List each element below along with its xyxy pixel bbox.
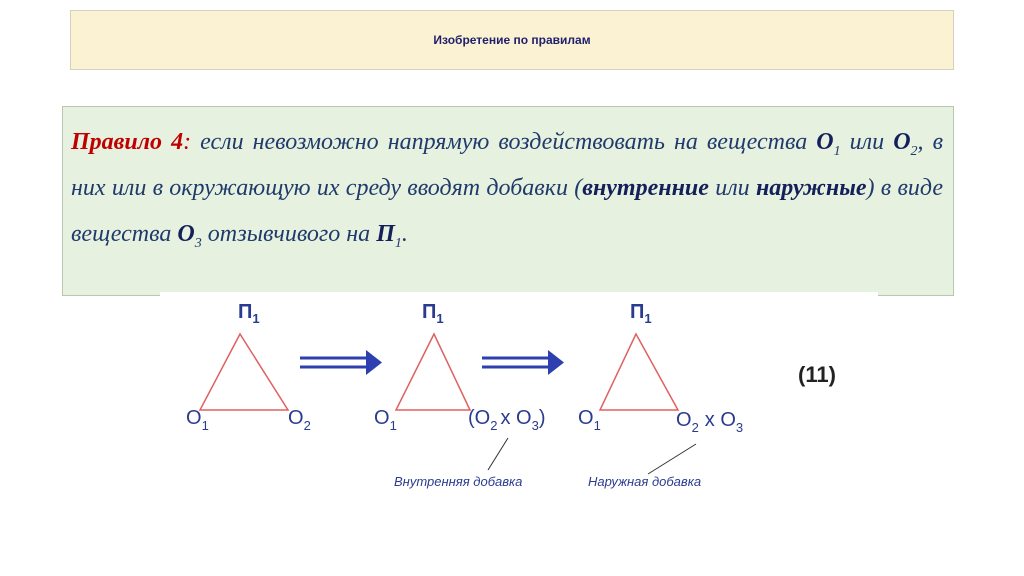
- arrow-1: [300, 350, 382, 375]
- stage2-right-label: ($O_2$ x $O_3$): [468, 407, 546, 433]
- triangle-1: [200, 334, 288, 410]
- pointer-inner: [488, 438, 508, 470]
- rule-text-part: ) в виде вещества: [71, 175, 943, 247]
- inner-word: внутренние: [582, 175, 709, 201]
- triangle-3: [600, 334, 678, 410]
- stage3-triangle-group: [578, 301, 743, 435]
- rule-text-part: или: [708, 175, 756, 201]
- title-banner: [70, 10, 954, 70]
- rule-text-part: , в них или в окружающую их среду вводят добавки (: [71, 129, 943, 201]
- rule-text-part: отзывчивого на: [201, 221, 377, 247]
- stage1-top-label: $П_1$: [238, 301, 260, 326]
- slide-title: Изобретение по правилам: [433, 33, 591, 47]
- o3-subscript: 3: [194, 235, 202, 251]
- stage1-right-label: $O_2$: [288, 407, 311, 433]
- stage3-left-label: $O_1$: [578, 407, 601, 433]
- stage3-top-label: $П_1$: [630, 301, 652, 326]
- rule-text-part: .: [401, 221, 408, 247]
- o3-symbol: О: [177, 221, 195, 247]
- label-inner-additive: Внутренняя добавка: [394, 474, 523, 489]
- pointer-outer: [648, 444, 696, 474]
- formula-number: (11): [798, 362, 836, 387]
- arrow-2: [482, 350, 564, 375]
- rule-text-part: если невозможно напрямую воздействовать на вещества: [191, 129, 817, 155]
- label-outer-additive: Наружная добавка: [588, 474, 702, 489]
- rule-text-part: или: [840, 129, 894, 155]
- rule-text: [71, 119, 943, 257]
- rule-box: [62, 106, 954, 296]
- rule-colon: :: [183, 129, 192, 155]
- p1-symbol: П: [376, 221, 395, 247]
- stage2-top-label: $П_1$: [422, 301, 444, 326]
- outer-word: наружные: [755, 175, 867, 201]
- stage1-triangle-group: [186, 301, 311, 433]
- triangle-2: [396, 334, 470, 410]
- rule-label: Правило 4: [71, 129, 184, 155]
- stage1-left-label: $O_1$: [186, 407, 209, 433]
- o2-symbol: О: [893, 129, 911, 155]
- o1-subscript: 1: [833, 143, 841, 159]
- p1-subscript: 1: [394, 235, 402, 251]
- o2-subscript: 2: [910, 143, 918, 159]
- stage3-right-label: $O_2$ x $O_3$: [676, 409, 744, 435]
- stage2-left-label: $O_1$: [374, 407, 397, 433]
- su-field-diagram: [160, 292, 878, 512]
- o1-symbol: О: [816, 129, 834, 155]
- diagram-svg: [160, 292, 878, 512]
